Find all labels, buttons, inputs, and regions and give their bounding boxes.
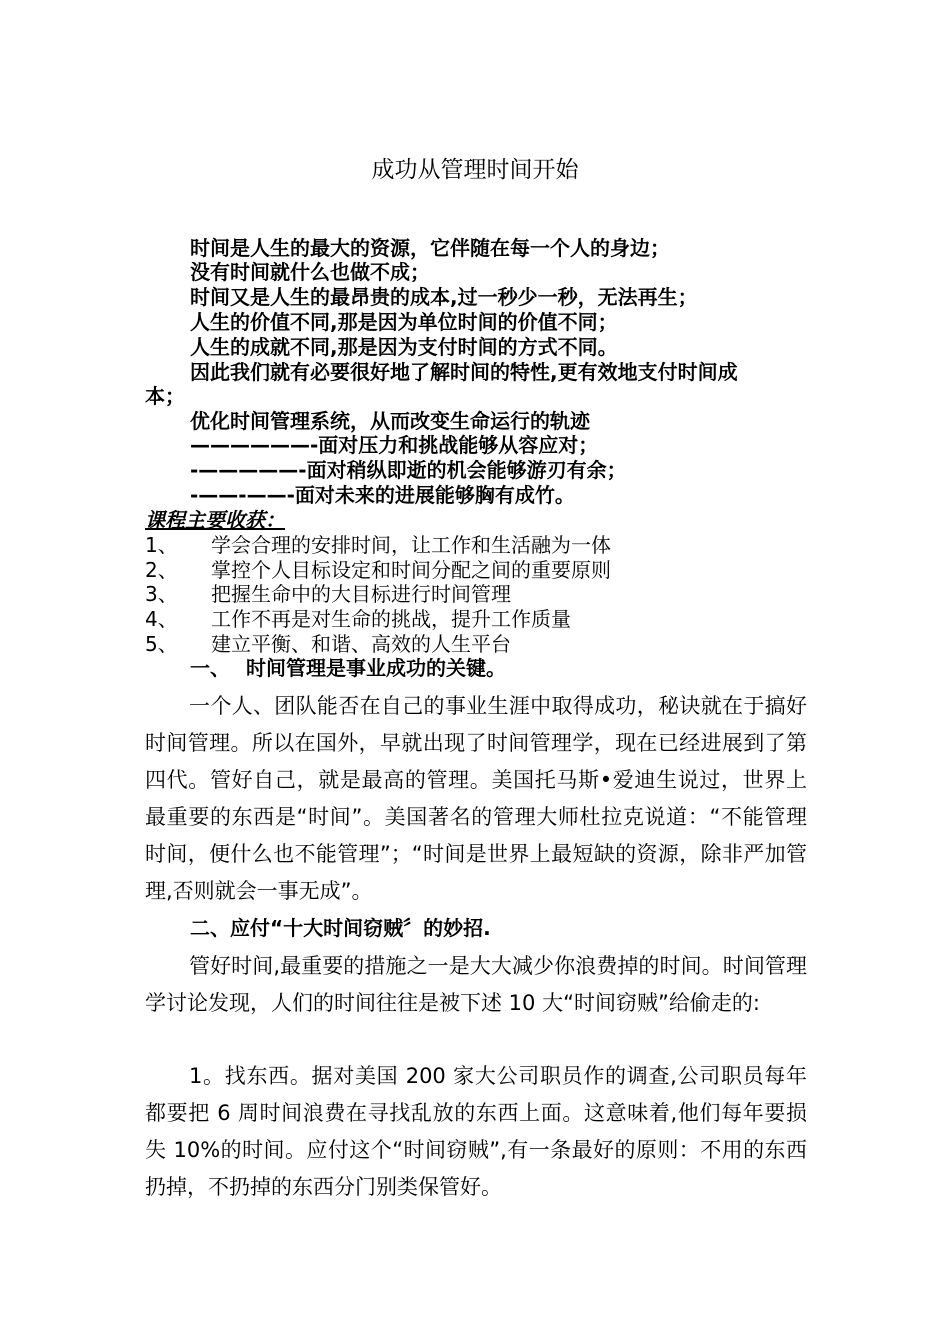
- section-number: 一、: [190, 656, 230, 680]
- intro-line: -——-——-面对未来的进展能够胸有成竹。: [190, 483, 575, 507]
- section-1-paragraph: 一个人、团队能否在自己的事业生涯中取得成功，秘诀就在于搞好时间管理。所以在国外，早就出现了时间管理学，现在已经进展到了第四代。管好自己，就是最高的管理。美国托马斯•爱迪生说过，世界上最重要的东西是“时间”。美国著名的管理大师杜拉克说道：“不能管理时间，便什么也不能管理”；“时间是世界上最短缺的资源，除非严加管理,否则就会一事无成”。: [145, 694, 807, 903]
- intro-line: 因此我们就有必要很好地了解时间的特性,更有效地支付时间成: [190, 360, 738, 384]
- section-2-paragraph: 管好时间,最重要的措施之一是大大减少你浪费掉的时间。时间管理学讨论发现，人们的时间往往是被下述 10 大“时间窃贼”给偷走的:: [145, 954, 807, 1015]
- intro-line: 时间是人生的最大的资源，它伴随在每一个人的身边；: [190, 236, 670, 260]
- list-number: 4、: [145, 607, 178, 631]
- intro-line: 人生的成就不同,那是因为支付时间的方式不同。: [190, 335, 618, 359]
- section-2-heading: 二、应付“十大时间窃贼〞的妙招.: [190, 916, 491, 940]
- intro-line: 人生的价值不同,那是因为单位时间的价值不同；: [190, 310, 618, 334]
- list-text: 学会合理的安排时间，让工作和生活融为一体: [211, 533, 611, 557]
- section-title: 时间管理是事业成功的关键。: [246, 656, 506, 680]
- intro-line: ——————-面对压力和挑战能够从容应对；: [190, 433, 599, 457]
- intro-line: 本；: [145, 384, 185, 408]
- document-title: 成功从管理时间开始: [371, 157, 579, 183]
- intro-line: -—————-面对稍纵即逝的机会能够游刃有余；: [190, 458, 627, 482]
- section-1-heading: [190, 655, 506, 681]
- intro-line: 时间又是人生的最昂贵的成本,过一秒少一秒，无法再生；: [190, 285, 698, 309]
- list-number: 1、: [145, 533, 178, 557]
- list-number: 3、: [145, 582, 178, 606]
- gains-heading: 课程主要收获：: [145, 508, 285, 532]
- intro-line: 没有时间就什么也做不成；: [190, 260, 430, 284]
- list-number: 5、: [145, 632, 178, 656]
- list-text: 建立平衡、和谐、高效的人生平台: [211, 632, 511, 656]
- list-text: 把握生命中的大目标进行时间管理: [211, 582, 511, 606]
- section-2-item-paragraph: 1。找东西。据对美国 200 家大公司职员作的调查,公司职员每年都要把 6 周时间浪费在寻找乱放的东西上面。这意味着,他们每年要损失 10%的时间。应付这个“时间窃贼”,有一条最好的原则：不用的东西扔掉，不扔掉的东西分门别类保管好。: [145, 1064, 807, 1199]
- list-text: 掌控个人目标设定和时间分配之间的重要原则: [211, 558, 611, 582]
- list-number: 2、: [145, 558, 178, 582]
- intro-line: 优化时间管理系统，从而改变生命运行的轨迹: [190, 409, 590, 433]
- list-text: 工作不再是对生命的挑战，提升工作质量: [211, 607, 571, 631]
